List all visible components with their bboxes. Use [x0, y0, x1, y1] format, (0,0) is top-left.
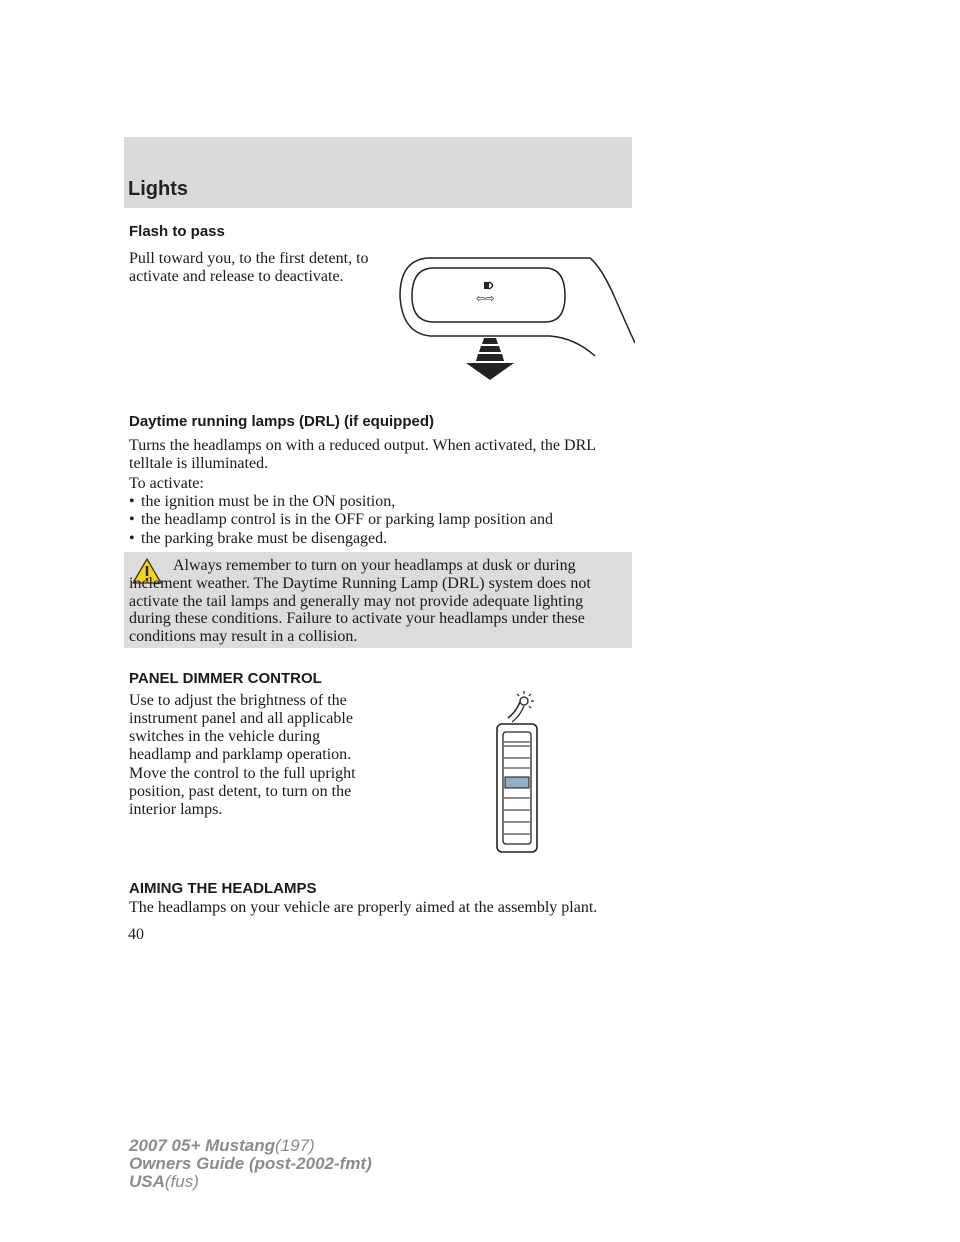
panel-dimmer-heading: PANEL DIMMER CONTROL	[129, 670, 322, 687]
aiming-text: The headlamps on your vehicle are properly aimed at the assembly plant.	[129, 899, 598, 916]
section-header-band	[124, 137, 632, 208]
headlamp-stalk-illustration	[390, 238, 635, 383]
footer: 2007 05+ Mustang(197) Owners Guide (post-2002-fmt) USA(fus)	[129, 1136, 372, 1191]
panel-dimmer-illustration	[490, 688, 545, 856]
drl-text: Turns the headlamps on with a reduced output. When activated, the DRL telltale is illuminated.	[129, 437, 596, 472]
panel-dimmer-text: Use to adjust the brightness of the instrument panel and all applicable switches in the vehicle during headlamp and parklamp operation.	[129, 692, 353, 763]
drl-to-activate: To activate:	[129, 475, 204, 492]
section-title: Lights	[128, 178, 188, 200]
drl-heading: Daytime running lamps (DRL) (if equipped)	[129, 413, 435, 430]
flash-to-pass-heading: Flash to pass	[129, 223, 225, 240]
svg-text:⇦⇨: ⇦⇨	[476, 292, 495, 305]
panel-dimmer-text-2: Move the control to the full upright position, past detent, to turn on the interior lamps.	[129, 765, 356, 818]
page-number: 40	[128, 926, 144, 943]
warning-text: Always remember to turn on your headlamps at dusk or during inclement weather. The Daytime Running Lamp (DRL) system does not activate the tail lamps and generally may not provide adequate lighting during these conditions. Failure to activate your headlamps under these conditions may result in a collision.	[129, 557, 591, 646]
aiming-heading: AIMING THE HEADLAMPS	[129, 880, 317, 897]
drl-bullet: • the ignition must be in the ON position,	[129, 493, 396, 510]
drl-bullet: • the parking brake must be disengaged.	[129, 530, 388, 547]
drl-bullet: • the headlamp control is in the OFF or parking lamp position and	[129, 511, 553, 528]
flash-to-pass-text: Pull toward you, to the first detent, to activate and release to deactivate.	[129, 250, 369, 285]
